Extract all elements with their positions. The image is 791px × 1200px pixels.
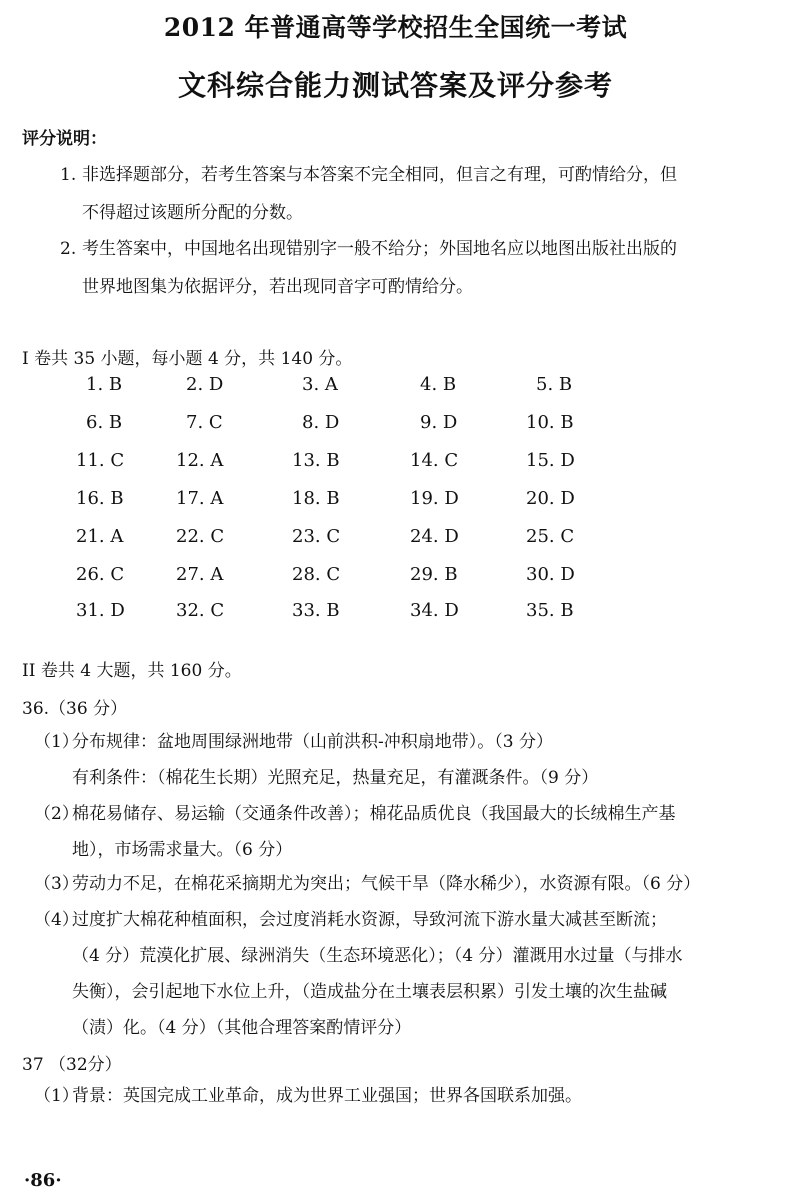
note-text: 考生答案中，中国地名出现错别字一般不给分；外国地名应以地图出版社出版的 [82, 239, 677, 259]
answer-cell: 31. D [76, 600, 125, 621]
q36-answer-1 [34, 724, 784, 796]
answer-row [70, 488, 670, 524]
sub-answer-label: （1） [34, 1086, 79, 1106]
sub-answer-text: 分布规律：盆地周围绿洲地带（山前洪积-冲积扇地带）。（3 分） [72, 732, 553, 752]
answer-cell: 8. D [302, 412, 340, 433]
sub-answer-text-continued: （渍）化。（4 分）（其他合理答案酌情评分） [72, 1018, 412, 1038]
answer-cell: 4. B [420, 374, 457, 395]
answer-cell: 17. A [176, 488, 224, 509]
sub-answer-text: 过度扩大棉花种植面积，会过度消耗水资源，导致河流下游水量大减甚至断流； [72, 910, 667, 930]
sub-answer-text: 棉花易储存、易运输（交通条件改善）；棉花品质优良（我国最大的长绒棉生产基 [72, 804, 676, 824]
q36-answer-3 [34, 866, 784, 902]
answer-cell: 30. D [526, 564, 575, 585]
sub-answer-label: （1） [34, 732, 79, 752]
answer-row [70, 374, 670, 410]
answer-cell: 27. A [176, 564, 224, 585]
sub-answer-label: （3） [34, 874, 79, 894]
answer-cell: 26. C [76, 564, 125, 585]
part2-heading: II 卷共 4 大题，共 160 分。 [22, 661, 242, 681]
answer-row [70, 600, 670, 636]
answer-cell: 33. B [292, 600, 340, 621]
sub-answer-text-continued: 有利条件：（棉花生长期）光照充足，热量充足，有灌溉条件。（9 分） [72, 768, 599, 788]
note-text-continued: 世界地图集为依据评分，若出现同音字可酌情给分。 [82, 277, 473, 297]
question-37-label: 37 （32分） [22, 1055, 122, 1075]
note-text: 非选择题部分，若考生答案与本答案不完全相同，但言之有理，可酌情给分，但 [82, 165, 677, 185]
scoring-notes-heading: 评分说明： [22, 129, 107, 149]
answer-row [70, 564, 670, 600]
sub-answer-label: （4） [34, 910, 79, 930]
sub-answer-label: （2） [34, 804, 79, 824]
answer-cell: 3. A [302, 374, 338, 395]
note-text-continued: 不得超过该题所分配的分数。 [82, 203, 303, 223]
page-number: ·86· [24, 1170, 62, 1191]
answer-cell: 25. C [526, 526, 575, 547]
answer-cell: 13. B [292, 450, 340, 471]
answer-cell: 20. D [526, 488, 575, 509]
answer-cell: 15. D [526, 450, 575, 471]
answer-row [70, 526, 670, 562]
answer-cell: 29. B [410, 564, 458, 585]
q36-answer-4 [34, 902, 784, 1046]
answer-cell: 24. D [410, 526, 459, 547]
answer-cell: 32. C [176, 600, 225, 621]
q37-answer-1 [34, 1078, 784, 1114]
answer-cell: 21. A [76, 526, 124, 547]
answer-cell: 19. D [410, 488, 459, 509]
answer-cell: 10. B [526, 412, 574, 433]
sub-answer-text-continued: 失衡），会引起地下水位上升，（造成盐分在土壤表层积累）引发土壤的次生盐碱 [72, 982, 667, 1002]
exam-subtitle: 文科综合能力测试答案及评分参考 [177, 69, 613, 102]
answer-cell: 5. B [536, 374, 573, 395]
note-number: 1. [60, 165, 77, 185]
sub-answer-text-continued: （4 分）荒漠化扩展、绿洲消失（生态环境恶化）；（4 分）灌溉用水过量（与排水 [72, 946, 683, 966]
answer-cell: 6. B [86, 412, 123, 433]
sub-answer-text: 背景：英国完成工业革命，成为世界工业强国；世界各国联系加强。 [72, 1086, 582, 1106]
answer-cell: 9. D [420, 412, 458, 433]
answer-cell: 11. C [76, 450, 125, 471]
answer-cell: 7. C [186, 412, 223, 433]
question-36-label: 36.（36 分） [22, 699, 128, 719]
answer-cell: 16. B [76, 488, 124, 509]
answer-cell: 23. C [292, 526, 341, 547]
exam-title: 2012 年普通高等学校招生全国统一考试 [163, 13, 628, 42]
answer-cell: 22. C [176, 526, 225, 547]
q36-answer-2 [34, 796, 784, 868]
part1-heading: I 卷共 35 小题，每小题 4 分，共 140 分。 [22, 349, 353, 369]
answer-cell: 28. C [292, 564, 341, 585]
answer-cell: 35. B [526, 600, 574, 621]
answer-cell: 1. B [86, 374, 123, 395]
scoring-note-1 [60, 156, 780, 232]
answer-cell: 12. A [176, 450, 224, 471]
scoring-note-2 [60, 230, 780, 306]
answer-cell: 14. C [410, 450, 459, 471]
sub-answer-text-continued: 地），市场需求量大。（6 分） [72, 840, 293, 860]
sub-answer-text: 劳动力不足，在棉花采摘期尤为突出；气候干旱（降水稀少），水资源有限。（6 分） [72, 874, 701, 894]
note-number: 2. [60, 239, 77, 259]
answer-cell: 2. D [186, 374, 224, 395]
answer-row [70, 412, 670, 448]
answer-row [70, 450, 670, 486]
answer-cell: 34. D [410, 600, 459, 621]
answer-cell: 18. B [292, 488, 340, 509]
